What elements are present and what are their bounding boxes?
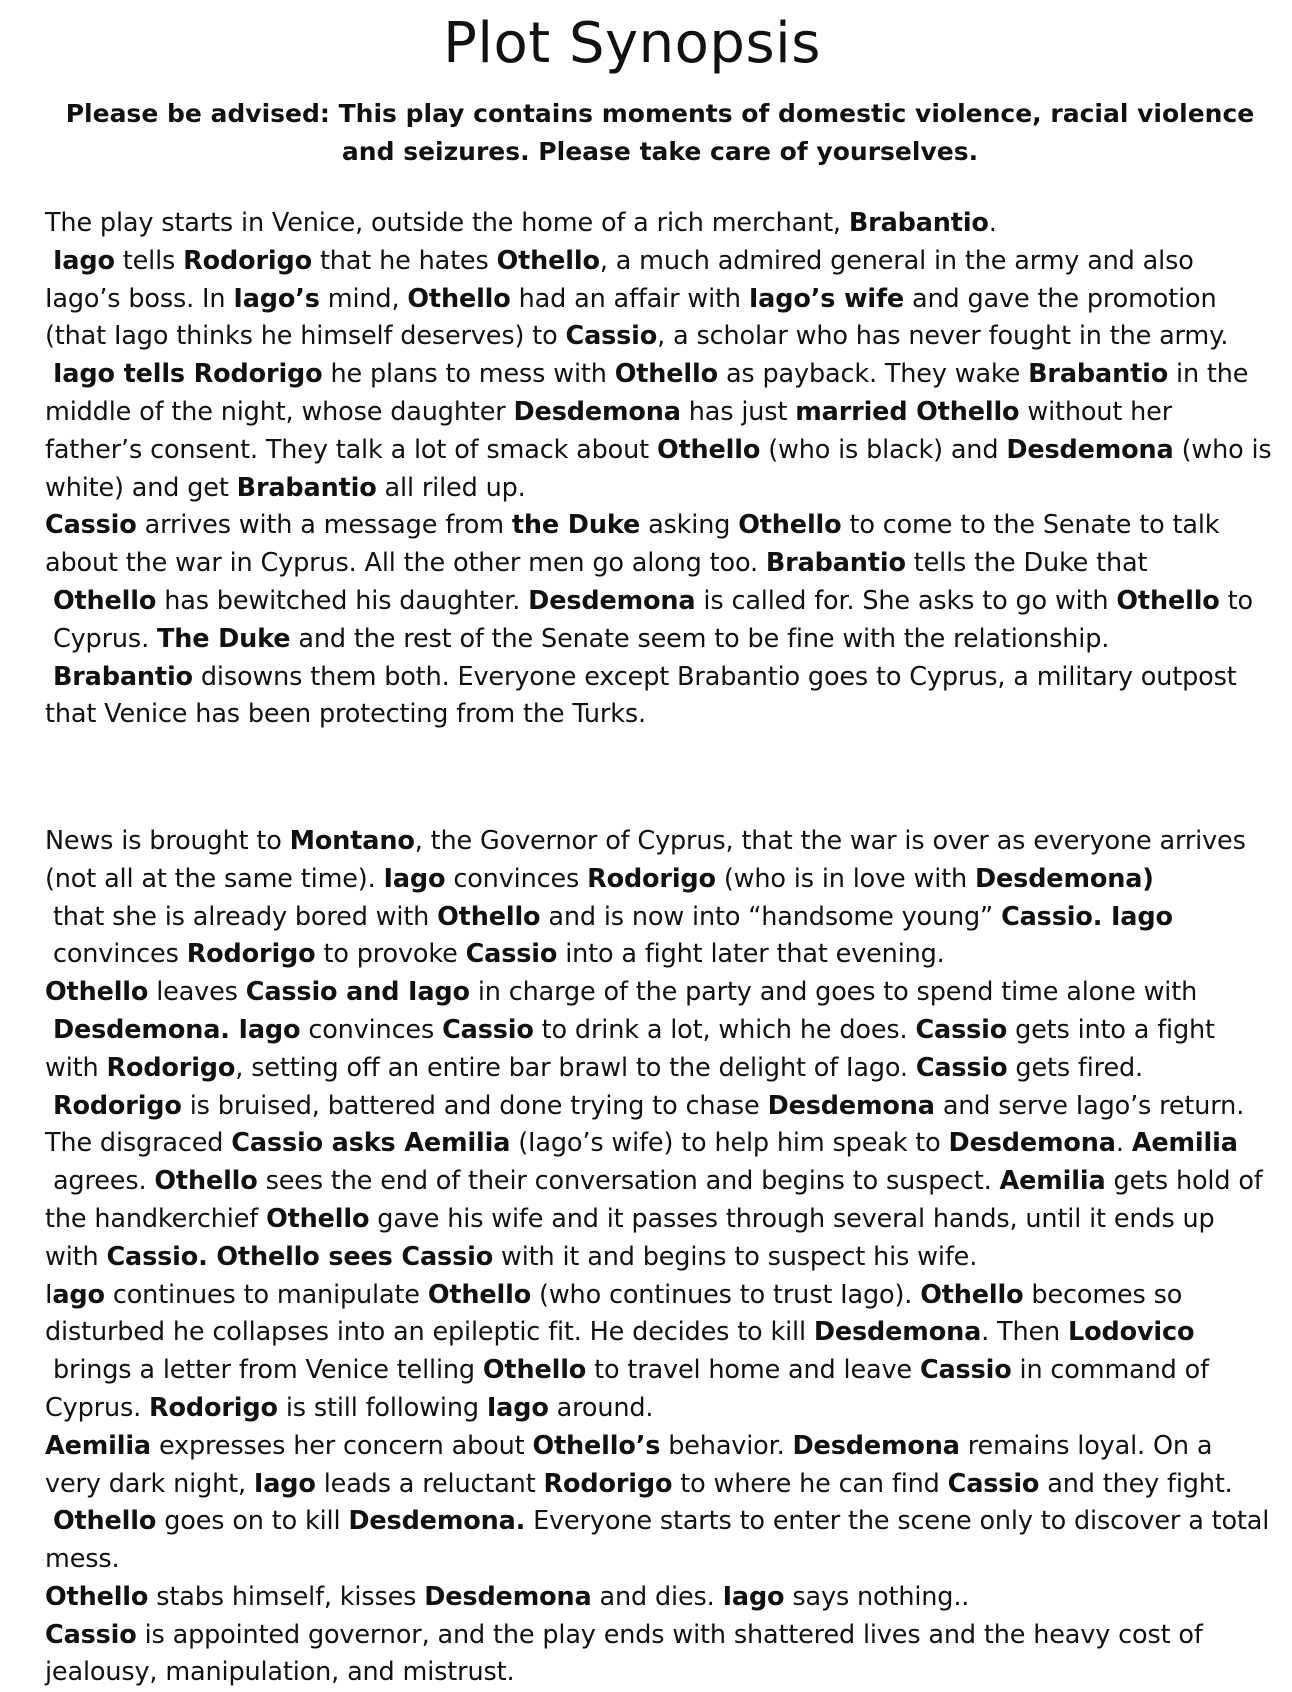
synopsis-paragraph: Cassio is appointed governor, and the play ends with shattered lives and the heavy cost of jealousy, manipulation, and mistrust. bbox=[45, 1619, 1203, 1688]
content-warning: Please be advised: This play contains moments of domestic violence, racial violence and seizures. Please take care of yourselves. bbox=[65, 99, 1255, 166]
synopsis-body bbox=[45, 205, 1273, 1692]
synopsis-paragraph: Iago continues to manipulate Othello (who continues to trust Iago). Othello becomes so disturbed he collapses into an epileptic fit. He decides to kill Desdemona. Then Lodovico brings a letter from Venice telling Othello to travel home and leave Cassio in command of Cyprus. Rodorigo is still following Iago around. bbox=[45, 1279, 1209, 1423]
page-title: Plot Synopsis bbox=[443, 11, 821, 76]
synopsis-paragraph: Othello leaves Cassio and Iago in charge of the party and goes to spend time alone with Desdemona. Iago convinces Cassio to drink a lot, which he does. Cassio gets into a fight with Rodorigo, setting off an entire bar brawl to the delight of Iago. Cassio gets fired. Rodorigo is bruised, battered and done trying to chase Desdemona and serve Iago’s return. The disgraced Cassio asks Aemilia (Iago’s wife) to help him speak to Desdemona. Aemilia agrees. Othello sees the end of their conversation and begins to suspect. Aemilia gets hold of the handkerchief Othello gave his wife and it passes through several hands, until it ends up with Cassio. Othello sees Cassio with it and begins to suspect his wife. bbox=[45, 977, 1263, 1272]
synopsis-paragraph: Aemilia expresses her concern about Othello’s behavior. Desdemona remains loyal. On a very dark night, Iago leads a reluctant Rodorigo to where he can find Cassio and they fight. Othello goes on to kill Desdemona. Everyone starts to enter the scene only to discover a total mess. bbox=[45, 1430, 1270, 1575]
synopsis-paragraph: News is brought to Montano, the Governor of Cyprus, that the war is over as everyone arrives (not all at the same time). Iago convinces Rodorigo (who is in love with Desdemona) that she is already bored with Othello and is now into “handsome young” Cassio. Iago convinces Rodorigo to provoke Cassio into a fight later that evening. bbox=[45, 825, 1246, 970]
synopsis-paragraph: Cassio arrives with a message from the Duke asking Othello to come to the Senate to talk about the war in Cyprus. All the other men go along too. Brabantio tells the Duke that Othello has bewitched his daughter. Desdemona is called for. She asks to go with Othello to Cyprus. The Duke and the rest of the Senate seem to be fine with the relationship. Brabantio disowns them both. Everyone except Brabantio goes to Cyprus, a military outpost that Venice has been protecting from the Turks. bbox=[45, 510, 1253, 730]
synopsis-paragraph: The play starts in Venice, outside the home of a rich merchant, Brabantio. Iago tells Rodorigo that he hates Othello, a much admired general in the army and also Iago’s boss. In Iago’s mind, Othello had an affair with Iago’s wife and gave the promotion (that Iago thinks he himself deserves) to Cassio, a scholar who has never fought in the army. Iago tells Rodorigo he plans to mess with Othello as payback. They wake Brabantio in the middle of the night, whose daughter Desdemona has just married Othello without her father’s consent. They talk a lot of smack about Othello (who is black) and Desdemona (who is white) and get Brabantio all riled up. bbox=[45, 208, 1272, 503]
synopsis-paragraph: Othello stabs himself, kisses Desdemona and dies. Iago says nothing.. bbox=[45, 1581, 970, 1612]
paragraph-gap bbox=[45, 760, 1273, 798]
